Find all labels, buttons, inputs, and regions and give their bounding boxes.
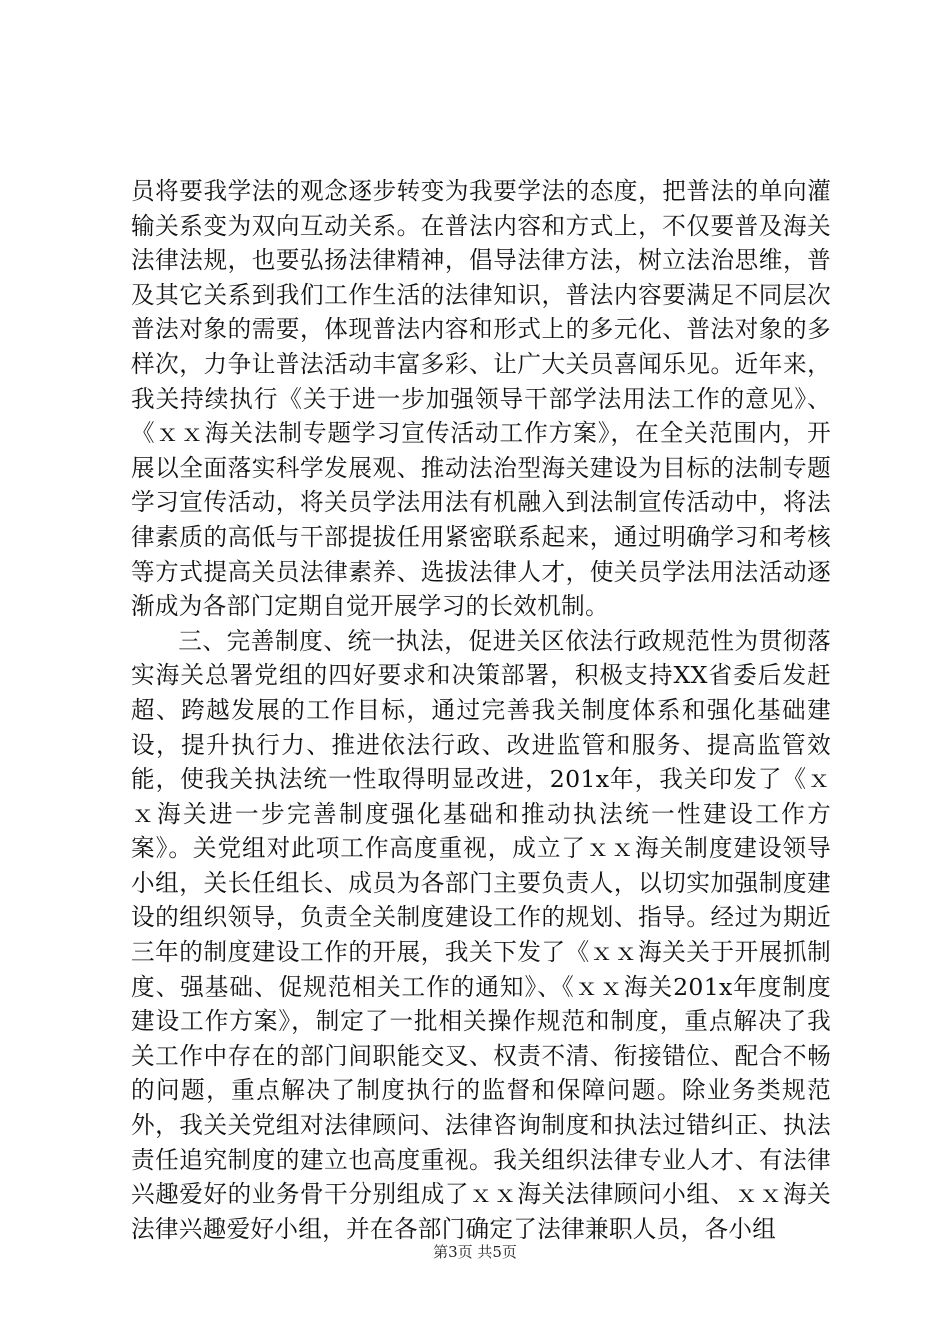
page-number: 第3页 共5页: [433, 1243, 517, 1261]
paragraph-continuation: 员将要我学法的观念逐步转变为我要学法的态度，把普法的单向灌输关系变为双向互动关系。在普法内容和方式上，不仅要普及海关法律法规，也要弘扬法律精神，倡导法律方法，树立法治思维，普及其它关系到我们工作生活的法律知识，普法内容要满足不同层次普法对象的需要，体现普法内容和形式上的多元化、普法对象的多样次，力争让普法活动丰富多彩、让广大关员喜闻乐见。近年来，我关持续执行《关于进一步加强领导干部学法用法工作的意见》、《ｘｘ海关法制专题学习宣传活动工作方案》，在全关范围内，开展以全面落实科学发展观、推动法治型海关建设为目标的法制专题学习宣传活动，将关员学法用法有机融入到法制宣传活动中，将法律素质的高低与干部提拔任用紧密联系起来，通过明确学习和考核等方式提高关员法律素养、选拔法律人才，使关员学法用法活动逐渐成为各部门定期自觉开展学习的长效机制。: [131, 177, 831, 621]
page-footer: [0, 1242, 950, 1262]
document-body: [131, 174, 831, 1246]
paragraph-section-three: 三、完善制度、统一执法，促进关区依法行政规范性为贯彻落实海关总署党组的四好要求和决策部署，积极支持XX省委后发赶超、跨越发展的工作目标，通过完善我关制度体系和强化基础建设，提升执行力、推进依法行政、改进监管和服务、提高监管效能，使我关执法统一性取得明显改进，201x年，我关印发了《ｘｘ海关进一步完善制度强化基础和推动执法统一性建设工作方案》。关党组对此项工作高度重视，成立了ｘｘ海关制度建设领导小组，关长任组长、成员为各部门主要负责人，以切实加强制度建设的组织领导，负责全关制度建设工作的规划、指导。经过为期近三年的制度建设工作的开展，我关下发了《ｘｘ海关关于开展抓制度、强基础、促规范相关工作的通知》、《ｘｘ海关201x年度制度建设工作方案》，制定了一批相关操作规范和制度，重点解决了我关工作中存在的部门间职能交叉、权责不清、衔接错位、配合不畅的问题，重点解决了制度执行的监督和保障问题。除业务类规范外，我关关党组对法律顾问、法律咨询制度和执法过错纠正、执法责任追究制度的建立也高度重视。我关组织法律专业人才、有法律兴趣爱好的业务骨干分别组成了ｘｘ海关法律顾问小组、ｘｘ海关法律兴趣爱好小组，并在各部门确定了法律兼职人员，各小组: [131, 626, 831, 1243]
